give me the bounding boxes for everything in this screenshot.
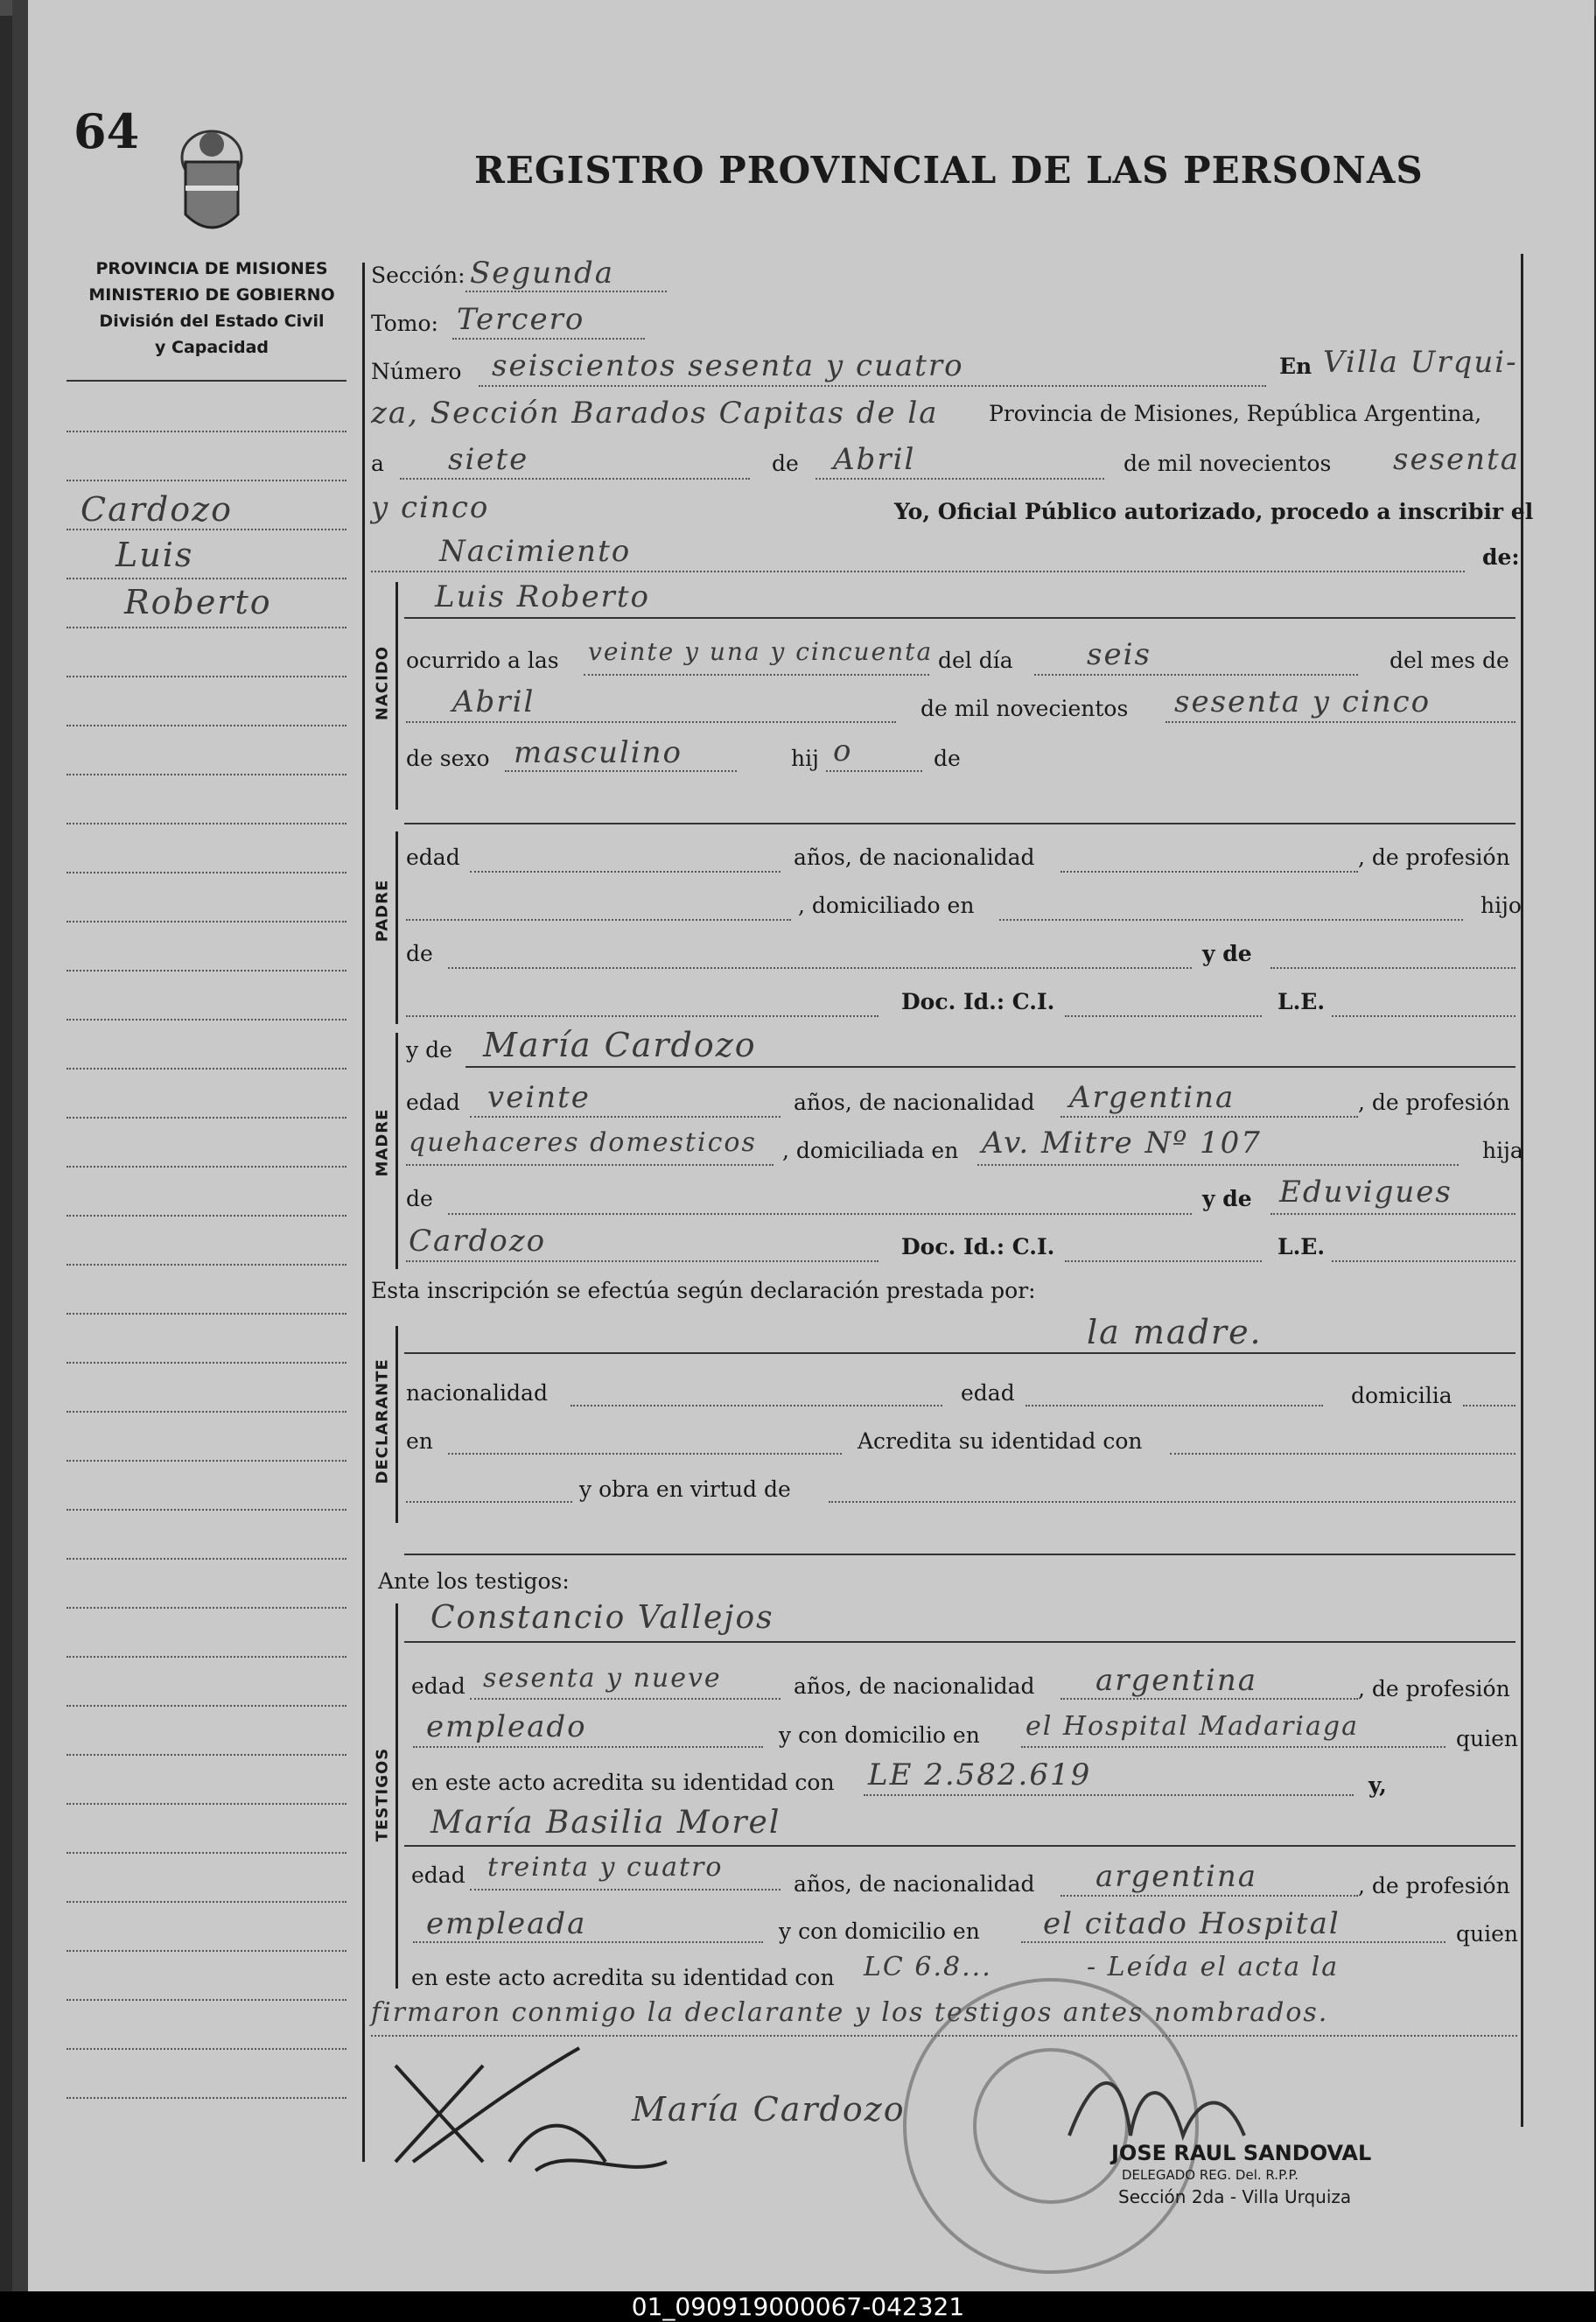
file-caption: 01_090919000067-042321 bbox=[0, 2291, 1596, 2322]
testigos-intro: Ante los testigos: bbox=[378, 1568, 570, 1594]
madre-parent-value: Eduvigues bbox=[1279, 1175, 1452, 1210]
padre-section-label: PADRE bbox=[373, 879, 392, 943]
testigos-rule bbox=[396, 1603, 398, 1989]
w2-profesion-label: , de profesión bbox=[1358, 1873, 1510, 1898]
agency-line-4: y Capacidad bbox=[155, 338, 269, 357]
madre-hija-label: hija bbox=[1482, 1138, 1523, 1163]
padre-de-label: de bbox=[406, 941, 433, 966]
officer-text: Yo, Oficial Público autorizado, procedo a inscribir el bbox=[894, 499, 1534, 524]
declarante-section-label: DECLARANTE bbox=[373, 1358, 392, 1484]
officer-name: JOSE RAUL SANDOVAL bbox=[1111, 2141, 1372, 2165]
madre-doc-label: Doc. Id.: C.I. bbox=[901, 1234, 1055, 1259]
tomo-label: Tomo: bbox=[371, 311, 438, 336]
nacido-day-value: seis bbox=[1087, 637, 1152, 672]
w2-profesion-value: empleada bbox=[426, 1906, 587, 1941]
nacido-year-value: sesenta y cinco bbox=[1174, 684, 1432, 719]
padre-rule bbox=[396, 831, 398, 1024]
madre-domicilio-value: Av. Mitre Nº 107 bbox=[982, 1126, 1262, 1161]
margin-note-middle-name: Roberto bbox=[124, 583, 272, 621]
w2-acredita-label: en este acto acredita su identidad con bbox=[411, 1965, 835, 1990]
madre-edad-label: edad bbox=[406, 1090, 460, 1115]
padre-y-de-label: y de bbox=[1202, 941, 1252, 966]
numero-label: Número bbox=[371, 359, 462, 384]
form-frame-left bbox=[362, 263, 365, 2162]
a-label: a bbox=[371, 451, 384, 476]
madre-anios-label: años, de nacionalidad bbox=[794, 1090, 1035, 1115]
padre-hijo-label: hijo bbox=[1480, 893, 1522, 918]
declarante-domicilia-label: domicilia bbox=[1351, 1383, 1452, 1408]
nacido-year-label: de mil novecientos bbox=[920, 696, 1129, 721]
w2-id-value: LC 6.8... bbox=[864, 1952, 992, 1982]
page-number: 64 bbox=[74, 103, 140, 159]
w2-domicilio-label: y con domicilio en bbox=[779, 1919, 980, 1944]
nacido-section-label: NACIDO bbox=[373, 645, 392, 721]
agency-line-3: División del Estado Civil bbox=[99, 312, 325, 331]
w2-anios-label: años, de nacionalidad bbox=[794, 1871, 1035, 1897]
declarante-edad-label: edad bbox=[961, 1380, 1015, 1406]
w1-domicilio-value: el Hospital Madariaga bbox=[1026, 1711, 1359, 1742]
padre-anios-label: años, de nacionalidad bbox=[794, 845, 1035, 870]
declarante-en-label: en bbox=[406, 1428, 433, 1454]
w2-quien-label: quien bbox=[1456, 1921, 1518, 1947]
de-label: de bbox=[772, 451, 799, 476]
madre-edad-value: veinte bbox=[487, 1080, 591, 1115]
seccion-label: Sección: bbox=[371, 263, 466, 288]
agency-block bbox=[63, 256, 360, 361]
madre-y-de2-label: y de bbox=[1202, 1186, 1252, 1211]
madre-name-value: María Cardozo bbox=[483, 1026, 757, 1064]
agency-line-2: MINISTERIO DE GOBIERNO bbox=[88, 285, 335, 305]
padre-le-label: L.E. bbox=[1278, 989, 1326, 1014]
w1-y-label: y, bbox=[1368, 1772, 1387, 1798]
place-value-2: za, Sección Barados Capitas de la bbox=[371, 396, 939, 431]
w1-id-value: LE 2.582.619 bbox=[868, 1757, 1092, 1792]
w1-profesion-label: , de profesión bbox=[1358, 1676, 1510, 1701]
madre-nacionalidad-value: Argentina bbox=[1069, 1080, 1236, 1115]
de-colon: de: bbox=[1482, 544, 1520, 570]
officer-section: Sección 2da - Villa Urquiza bbox=[1118, 2186, 1352, 2207]
year-value-1: sesenta bbox=[1393, 442, 1520, 477]
w1-quien-label: quien bbox=[1456, 1726, 1518, 1751]
sexo-label: de sexo bbox=[406, 746, 490, 771]
w1-domicilio-label: y con domicilio en bbox=[779, 1722, 980, 1748]
year-label: de mil novecientos bbox=[1124, 451, 1332, 476]
hij-label: hij bbox=[791, 746, 819, 771]
month-value: Abril bbox=[833, 442, 916, 477]
nacido-name-value: Luis Roberto bbox=[435, 579, 650, 614]
w1-nacionalidad-value: argentina bbox=[1096, 1663, 1258, 1698]
madre-signature: María Cardozo bbox=[632, 2090, 906, 2129]
w2-edad-value: treinta y cuatro bbox=[487, 1852, 724, 1883]
w2-edad-label: edad bbox=[411, 1863, 466, 1888]
del-mes-label: del mes de bbox=[1390, 648, 1509, 673]
w1-acredita-label: en este acto acredita su identidad con bbox=[411, 1770, 835, 1795]
padre-profesion-label: , de profesión bbox=[1358, 845, 1510, 870]
day-value: siete bbox=[448, 442, 529, 477]
w1-edad-value: sesenta y nueve bbox=[483, 1663, 722, 1694]
margin-note-first-name: Luis bbox=[116, 536, 194, 574]
witness1-name: Constancio Vallejos bbox=[430, 1600, 774, 1636]
sexo-value: masculino bbox=[514, 735, 683, 770]
declarante-rule bbox=[396, 1326, 398, 1523]
del-dia-label: del día bbox=[938, 648, 1013, 673]
en-label: En bbox=[1279, 354, 1312, 379]
year-value-2: y cinco bbox=[371, 490, 490, 525]
officer-title: DELEGADO REG. Del. R.P.P. bbox=[1122, 2167, 1299, 2183]
madre-le-label: L.E. bbox=[1278, 1234, 1326, 1259]
w1-edad-label: edad bbox=[411, 1673, 466, 1699]
domiciliado-label: , domiciliado en bbox=[798, 893, 975, 918]
coat-of-arms-icon bbox=[159, 118, 264, 249]
madre-de-label: de bbox=[406, 1186, 433, 1211]
w2-nacionalidad-value: argentina bbox=[1096, 1859, 1258, 1894]
madre-profesion-label: , de profesión bbox=[1358, 1090, 1510, 1115]
witness2-name: María Basilia Morel bbox=[430, 1805, 781, 1841]
form-frame-right bbox=[1521, 254, 1523, 2127]
hour-value: veinte y una y cincuenta bbox=[588, 637, 934, 666]
testigos-section-label: TESTIGOS bbox=[373, 1747, 392, 1842]
province-text: Provincia de Misiones, República Argentina, bbox=[989, 401, 1482, 426]
document-title: REGISTRO PROVINCIAL DE LAS PERSONAS bbox=[474, 149, 1424, 192]
margin-rule bbox=[66, 380, 346, 382]
madre-surname-value: Cardozo bbox=[409, 1224, 547, 1259]
registry-page bbox=[12, 0, 1594, 2291]
w1-profesion-value: empleado bbox=[426, 1709, 587, 1744]
nacido-de-label: de bbox=[934, 746, 961, 771]
seccion-value: Segunda bbox=[470, 256, 615, 291]
w2-domicilio-value: el citado Hospital bbox=[1043, 1906, 1340, 1941]
padre-edad-label: edad bbox=[406, 845, 460, 870]
w1-anios-label: años, de nacionalidad bbox=[794, 1673, 1035, 1699]
madre-section-label: MADRE bbox=[373, 1108, 392, 1177]
madre-rule bbox=[396, 1033, 398, 1269]
declarante-obra-label: y obra en virtud de bbox=[579, 1477, 791, 1502]
margin-note-surname: Cardozo bbox=[80, 490, 233, 529]
declarante-value: la madre. bbox=[1087, 1313, 1263, 1351]
numero-value: seiscientos sesenta y cuatro bbox=[492, 348, 964, 383]
ocurrido-label: ocurrido a las bbox=[406, 648, 559, 673]
domiciliada-label: , domiciliada en bbox=[782, 1138, 959, 1163]
declarante-nacionalidad-label: nacionalidad bbox=[406, 1380, 548, 1406]
declarante-acredita-label: Acredita su identidad con bbox=[858, 1428, 1143, 1454]
place-value-1: Villa Urqui- bbox=[1323, 345, 1518, 380]
nacido-rule bbox=[396, 582, 398, 810]
agency-line-1: PROVINCIA DE MISIONES bbox=[95, 259, 328, 278]
hij-value: o bbox=[833, 733, 853, 768]
madre-profesion-value: quehaceres domesticos bbox=[409, 1127, 757, 1158]
padre-doc-label: Doc. Id.: C.I. bbox=[901, 989, 1055, 1014]
closing-line-2: firmaron conmigo la declarante y los testigos antes nombrados. bbox=[371, 1997, 1329, 2028]
nacido-month-value: Abril bbox=[452, 684, 536, 719]
madre-y-de-label: y de bbox=[406, 1037, 452, 1063]
declarante-intro: Esta inscripción se efectúa según declaración prestada por: bbox=[371, 1278, 1036, 1303]
closing-line-1: - Leída el acta la bbox=[1087, 1952, 1340, 1982]
act-value: Nacimiento bbox=[439, 534, 632, 569]
tomo-value: Tercero bbox=[457, 302, 585, 337]
